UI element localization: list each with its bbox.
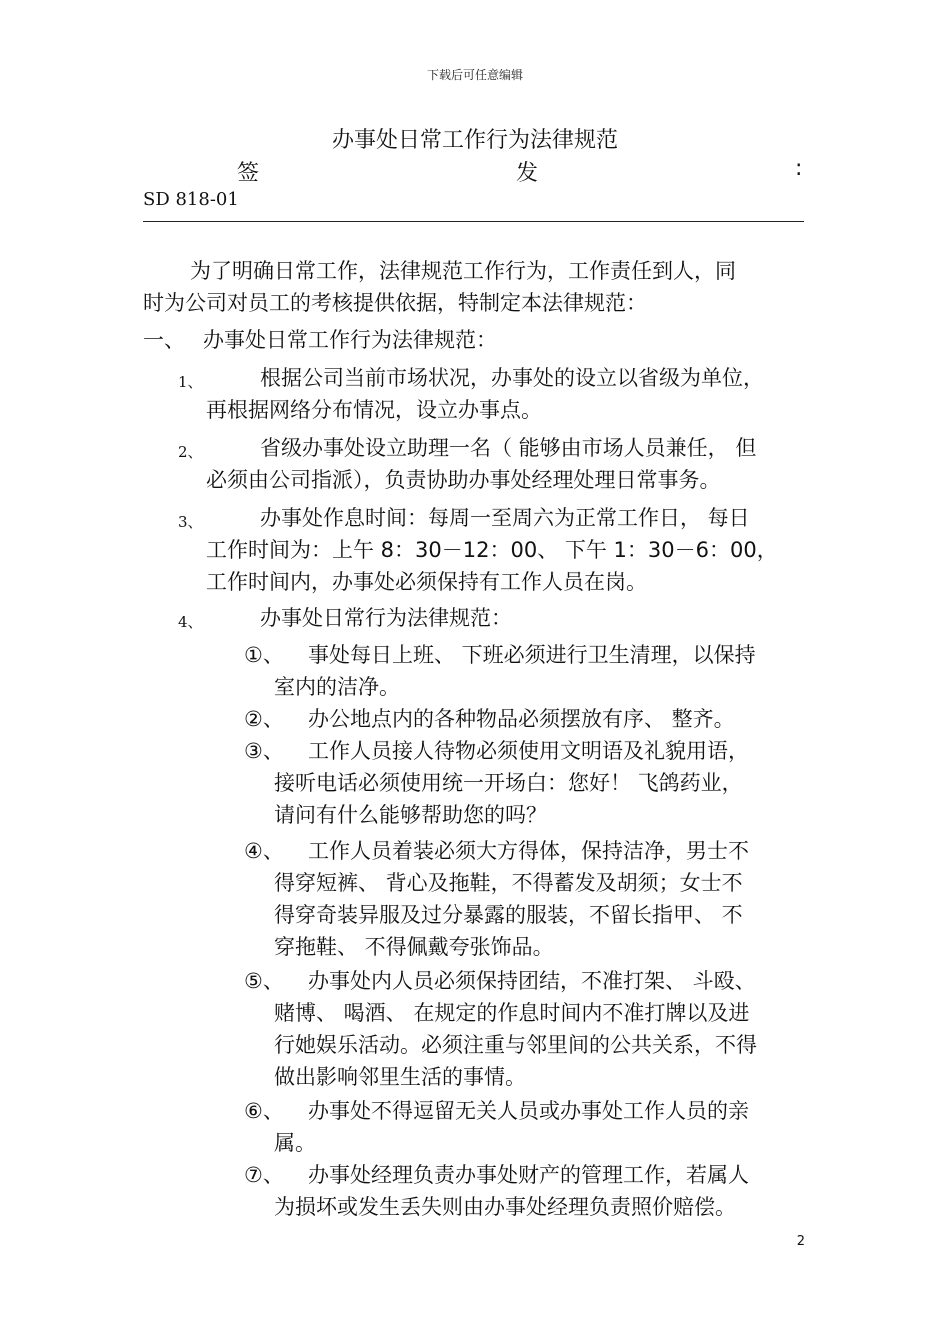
sign-colon: :: [795, 156, 803, 181]
item-text: 省级办事处设立助理一名（ 能够由市场人员兼任， 但: [260, 436, 757, 460]
rule-text: 做出影响邻里生活的事情。: [274, 1065, 526, 1089]
item-text: 根据公司当前市场状况，办事处的设立以省级为单位，: [260, 366, 764, 390]
rule-number: ⑤、: [244, 969, 284, 993]
rule-text: 请问有什么能够帮助您的吗？: [274, 803, 547, 827]
item-number: 1、: [178, 373, 203, 391]
rule-text: 办事处经理负责办事处财产的管理工作，若属人: [308, 1163, 749, 1187]
item-number: 2、: [178, 443, 203, 461]
page-number: 2: [796, 1234, 805, 1249]
rule-number: ①、: [244, 643, 284, 667]
rule-text: 行她娱乐活动。必须注重与邻里间的公共关系，不得: [274, 1033, 757, 1057]
rule-number: ④、: [244, 839, 284, 863]
section-number: 一、: [143, 328, 185, 352]
rule-text: 属。: [274, 1131, 316, 1155]
rule-number: ⑥、: [244, 1099, 284, 1123]
item-number: 3、: [178, 513, 203, 531]
rule-text: 事处每日上班、 下班必须进行卫生清理，以保持: [308, 643, 756, 667]
rule-text: 接听电话必须使用统一开场白：您好！ 飞鸽药业，: [274, 771, 743, 795]
header-rule: [143, 221, 804, 222]
item-text: 必须由公司指派），负责协助办事处经理处理日常事务。: [206, 468, 721, 492]
rule-text: 办公地点内的各种物品必须摆放有序、 整齐。: [308, 707, 735, 731]
rule-text: 工作人员着装必须大方得体，保持洁净，男士不: [308, 839, 749, 863]
document-title: 办事处日常工作行为法律规范: [331, 128, 618, 153]
section-title: 办事处日常工作行为法律规范：: [203, 328, 497, 352]
rule-number: ⑦、: [244, 1163, 284, 1187]
page-header: 下载后可任意编辑: [426, 68, 523, 82]
item-number: 4、: [178, 613, 203, 631]
item-text: 再根据网络分布情况，设立办事点。: [206, 398, 542, 422]
document-code: SD 818-01: [143, 189, 239, 210]
intro-line-2: 时为公司对员工的考核提供依据，特制定本法律规范：: [143, 291, 647, 315]
sign-label-1: 签: [237, 161, 260, 186]
rule-text: 赌博、 喝酒、 在规定的作息时间内不准打牌以及进: [274, 1001, 750, 1025]
item-text: 办事处作息时间：每周一至周六为正常工作日， 每日: [260, 506, 750, 530]
rule-text: 穿拖鞋、 不得佩戴夸张饰品。: [274, 935, 554, 959]
item-text: 工作时间为：上午 8：30－12：00、 下午 1：30－6：00，: [206, 538, 778, 562]
rule-number: ②、: [244, 707, 284, 731]
item-text: 办事处日常行为法律规范：: [260, 606, 512, 630]
rule-text: 为损坏或发生丢失则由办事处经理负责照价赔偿。: [274, 1195, 736, 1219]
rule-text: 得穿奇装异服及过分暴露的服装，不留长指甲、 不: [274, 903, 743, 927]
rule-text: 室内的洁净。: [274, 675, 400, 699]
rule-text: 得穿短裤、 背心及拖鞋，不得蓄发及胡须；女士不: [274, 871, 743, 895]
item-text: 工作时间内，办事处必须保持有工作人员在岗。: [206, 570, 647, 594]
rule-number: ③、: [244, 739, 284, 763]
intro-line-1: [190, 255, 804, 287]
intro-text-1: 为了明确日常工作，法律规范工作行为，工作责任到人，同: [190, 259, 736, 283]
rule-text: 工作人员接人待物必须使用文明语及礼貌用语，: [308, 739, 749, 763]
rule-text: 办事处内人员必须保持团结，不准打架、 斗殴、: [308, 969, 756, 993]
sign-label-2: 发: [516, 161, 539, 186]
rule-text: 办事处不得逗留无关人员或办事处工作人员的亲: [308, 1099, 749, 1123]
